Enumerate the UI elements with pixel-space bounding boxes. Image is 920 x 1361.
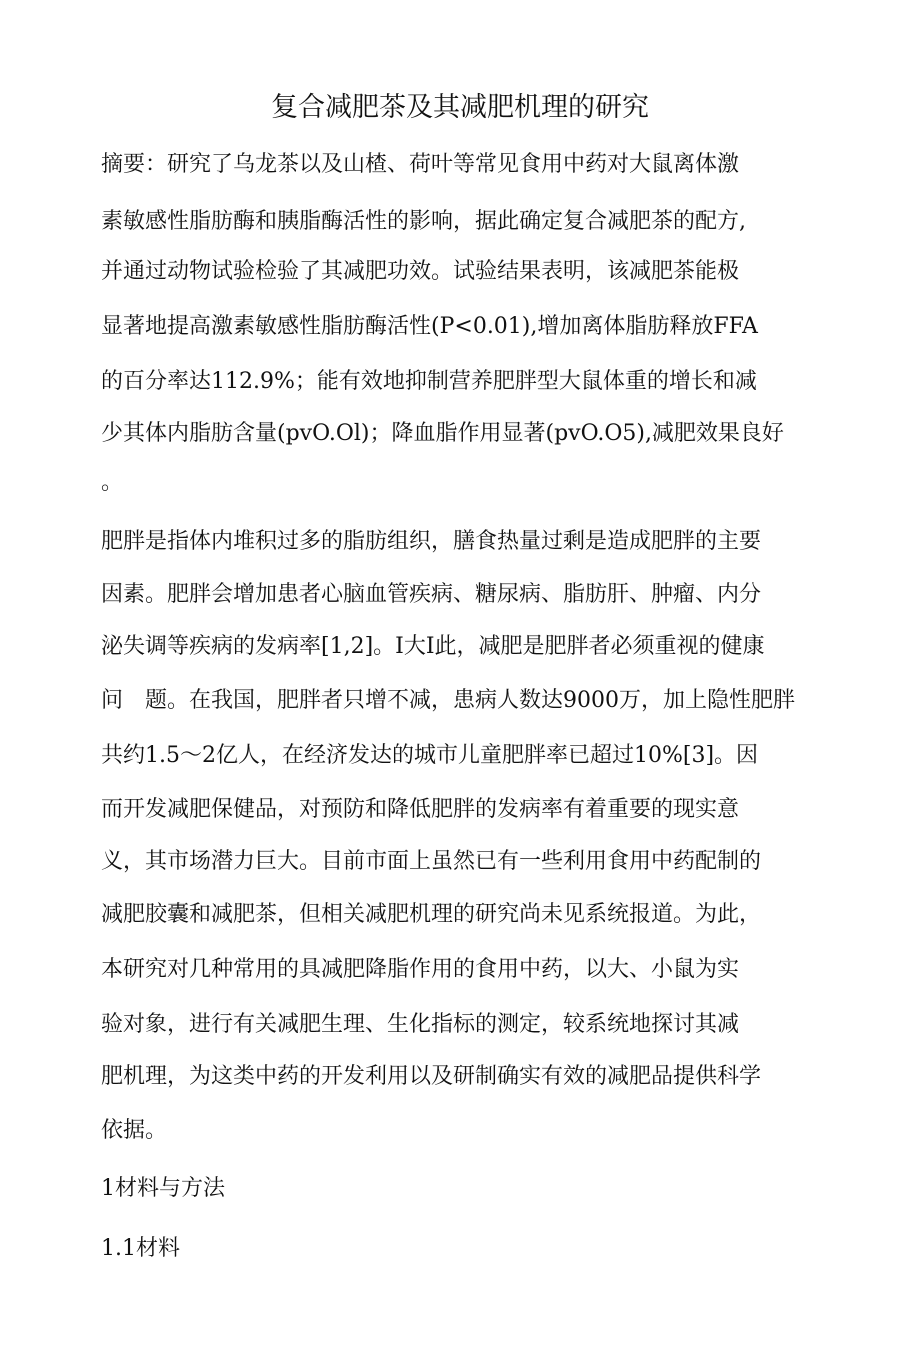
abstract-line: 并通过动物试验检验了其减肥功效。试验结果表明，该减肥茶能极 bbox=[101, 259, 740, 284]
abstract-line: 显著地提高激素敏感性脂肪酶活性(P<0.01),增加离体脂肪释放FFA bbox=[101, 314, 758, 339]
body-line: 肥机理，为这类中药的开发利用以及研制确实有效的减肥品提供科学 bbox=[101, 1064, 762, 1089]
body-line: 肥胖是指体内堆积过多的脂肪组织，膳食热量过剩是造成肥胖的主要 bbox=[101, 529, 762, 554]
subsection-heading: 1.1材料 bbox=[101, 1236, 180, 1261]
document-title: 复合减肥茶及其减肥机理的研究 bbox=[271, 92, 649, 123]
body-line: 义，其市场潜力巨大。目前市面上虽然已有一些利用食用中药配制的 bbox=[101, 849, 762, 874]
body-line: 验对象，进行有关减肥生理、生化指标的测定，较系统地探讨其减 bbox=[101, 1012, 740, 1037]
abstract-line: 少其体内脂肪含量(pvO.Ol)；降血脂作用显著(pvO.O5),减肥效果良好 bbox=[101, 421, 784, 446]
abstract-line: 摘要：研究了乌龙茶以及山楂、荷叶等常见食用中药对大鼠离体激 bbox=[101, 152, 740, 177]
section-heading: 1材料与方法 bbox=[101, 1176, 225, 1201]
body-line: 泌失调等疾病的发病率[1,2]。I大I此，减肥是肥胖者必须重视的健康 bbox=[101, 634, 765, 659]
body-line: 共约1.5～2亿人，在经济发达的城市儿童肥胖率已超过10%[3]。因 bbox=[101, 743, 759, 768]
body-line: 本研究对几种常用的具减肥降脂作用的食用中药，以大、小鼠为实 bbox=[101, 957, 740, 982]
body-line: 减肥胶囊和减肥茶，但相关减肥机理的研究尚未见系统报道。为此， bbox=[101, 902, 762, 927]
body-line: 依据。 bbox=[101, 1118, 168, 1143]
body-line: 而开发减肥保健品，对预防和降低肥胖的发病率有着重要的现实意 bbox=[101, 797, 740, 822]
body-line: 问 题。在我国，肥胖者只增不减，患病人数达9000万，加上隐性肥胖 bbox=[101, 688, 795, 713]
abstract-line: 的百分率达112.9%；能有效地抑制营养肥胖型大鼠体重的增长和减 bbox=[101, 369, 757, 394]
body-line: 因素。肥胖会增加患者心脑血管疾病、糖尿病、脂肪肝、肿瘤、内分 bbox=[101, 582, 762, 607]
abstract-line: 。 bbox=[101, 470, 124, 495]
abstract-line: 素敏感性脂肪酶和胰脂酶活性的影响，据此确定复合减肥茶的配方, bbox=[101, 209, 746, 234]
